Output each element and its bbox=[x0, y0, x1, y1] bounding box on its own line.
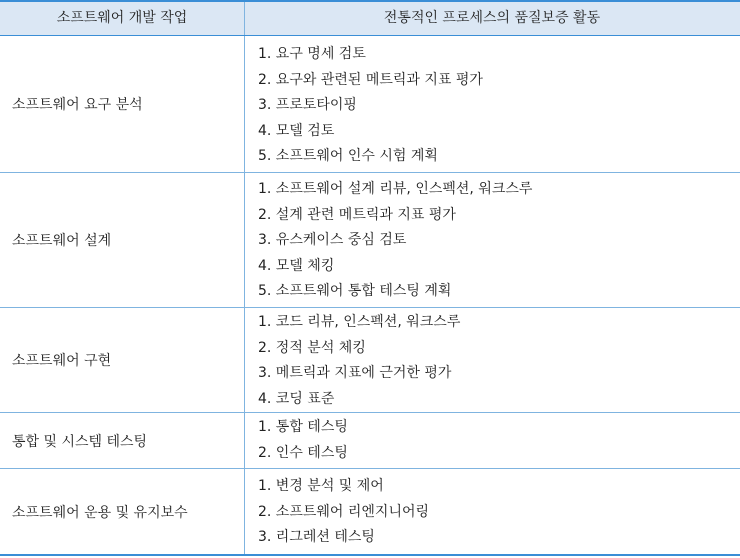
list-item: 2. 소프트웨어 리엔지니어링 bbox=[258, 503, 430, 520]
list-item: 2. 설계 관련 메트릭과 지표 평가 bbox=[258, 206, 456, 223]
list-item: 4. 코딩 표준 bbox=[258, 390, 335, 407]
list-item: 1. 요구 명세 검토 bbox=[258, 46, 366, 62]
phase-design: 소프트웨어 설계 bbox=[12, 233, 112, 249]
list-item: 3. 메트릭과 지표에 근거한 평가 bbox=[258, 365, 452, 381]
list-item: 4. 모델 검토 bbox=[258, 122, 335, 139]
column-divider bbox=[244, 36, 245, 172]
list-item: 4. 모델 체킹 bbox=[258, 257, 335, 274]
list-item: 1. 코드 리뷰, 인스펙션, 워크스루 bbox=[258, 314, 461, 330]
list-item: 3. 리그레션 테스팅 bbox=[258, 529, 375, 545]
list-item: 2. 정적 분석 체킹 bbox=[258, 339, 366, 356]
column-divider bbox=[244, 308, 245, 412]
activity-list-requirements bbox=[258, 42, 738, 170]
list-item: 1. 통합 테스팅 bbox=[258, 419, 348, 435]
list-item: 5. 소프트웨어 통합 테스팅 계획 bbox=[258, 283, 452, 299]
list-item: 3. 유스케이스 중심 검토 bbox=[258, 232, 407, 248]
table-header bbox=[0, 0, 740, 36]
phase-implementation: 소프트웨어 구현 bbox=[12, 353, 112, 369]
header-qa-activities: 전통적인 프로세스의 품질보증 활동 bbox=[383, 10, 601, 26]
list-item: 2. 인수 테스팅 bbox=[258, 444, 348, 461]
phase-operation-maintenance: 소프트웨어 운용 및 유지보수 bbox=[12, 504, 188, 521]
activity-list-implementation bbox=[258, 310, 738, 412]
list-item: 2. 요구와 관련된 메트릭과 지표 평가 bbox=[258, 71, 483, 88]
header-column-divider bbox=[244, 2, 245, 35]
column-divider bbox=[244, 413, 245, 468]
table-bottom-border bbox=[0, 554, 740, 556]
list-item: 5. 소프트웨어 인수 시험 계획 bbox=[258, 148, 438, 164]
phase-requirements-analysis: 소프트웨어 요구 분석 bbox=[12, 97, 143, 113]
column-divider bbox=[244, 469, 245, 554]
list-item: 3. 프로토타이핑 bbox=[258, 97, 357, 113]
phase-integration-system-testing: 통합 및 시스템 테스팅 bbox=[12, 433, 148, 450]
list-item: 1. 소프트웨어 설계 리뷰, 인스펙션, 워크스루 bbox=[258, 181, 533, 197]
header-dev-task: 소프트웨어 개발 작업 bbox=[56, 10, 188, 26]
activity-list-design bbox=[258, 177, 738, 305]
activity-list-maintenance bbox=[258, 474, 738, 551]
column-divider bbox=[244, 173, 245, 307]
activity-list-testing bbox=[258, 415, 738, 466]
list-item: 1. 변경 분석 및 제어 bbox=[258, 478, 384, 494]
